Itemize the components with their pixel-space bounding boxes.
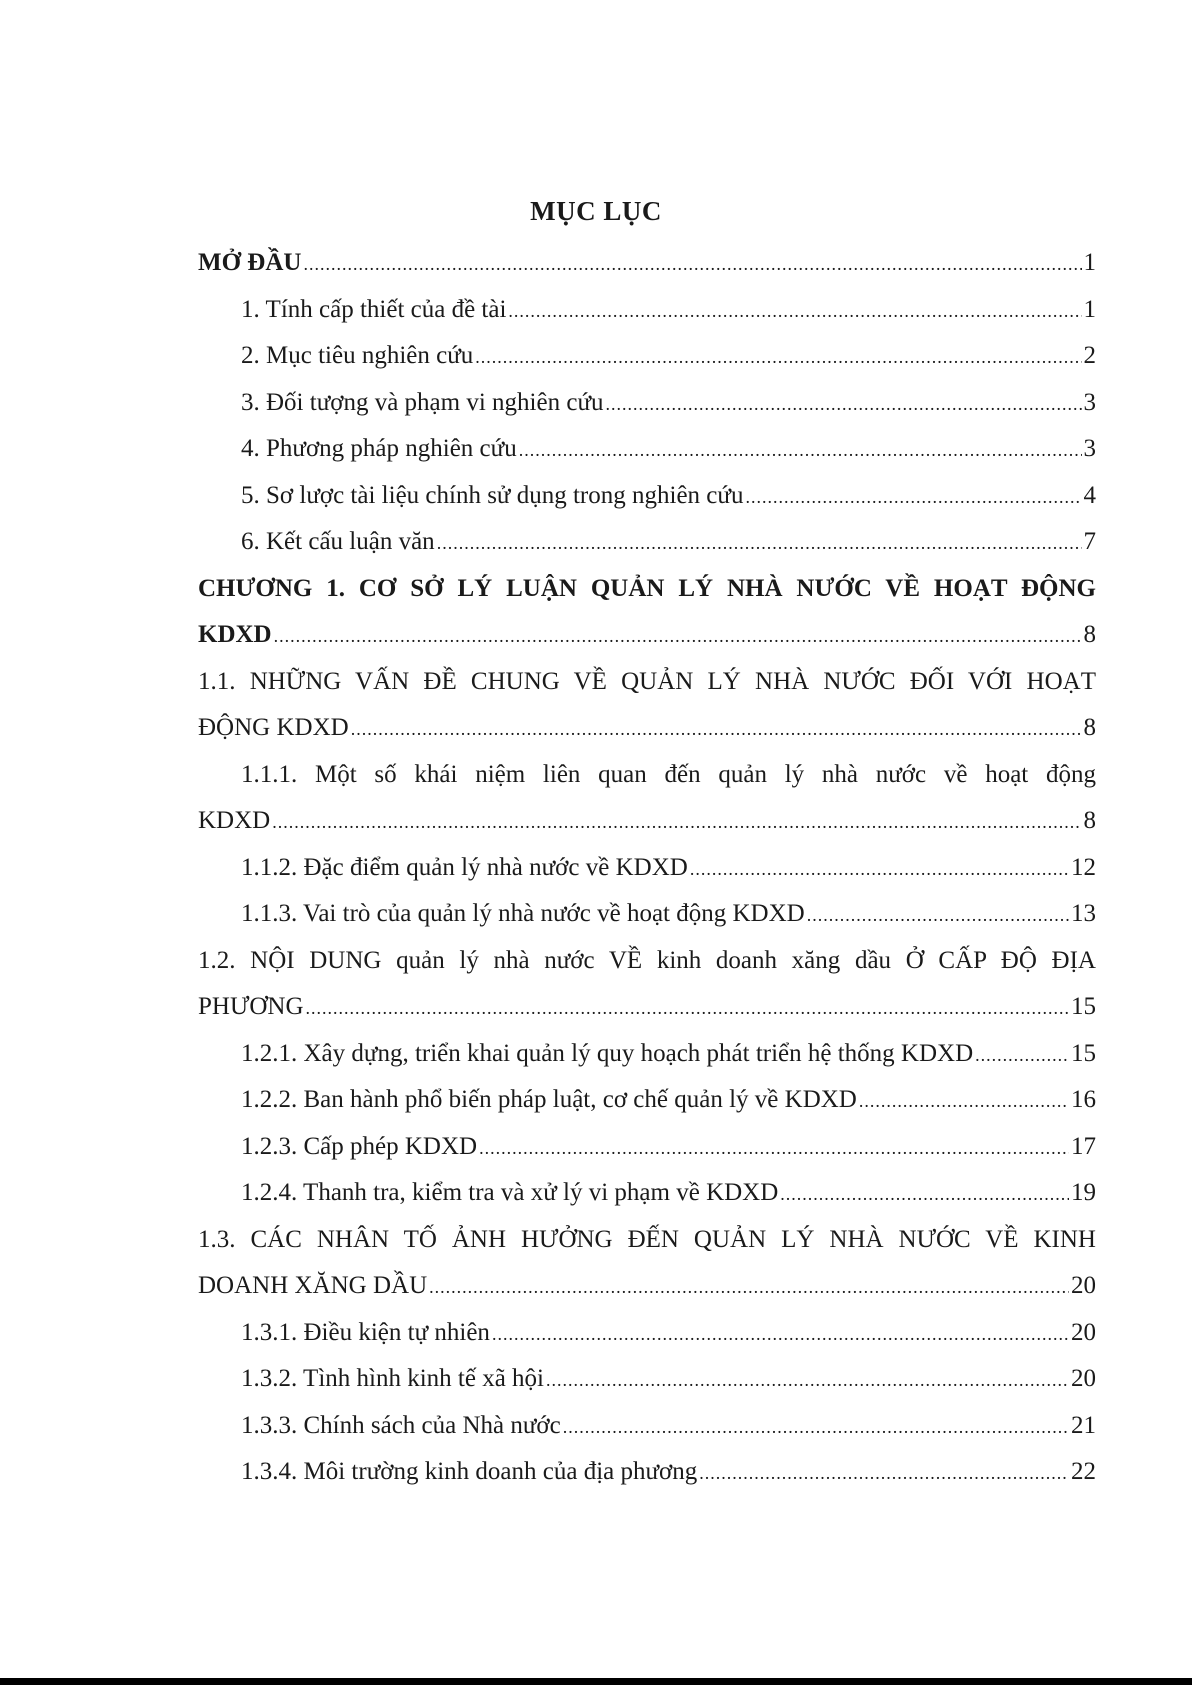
dot-leader <box>699 1449 1069 1497</box>
toc-entry-page: 17 <box>1071 1132 1096 1160</box>
toc-entry-2[interactable] <box>198 333 1096 380</box>
toc-entry-1-3-line2[interactable] <box>198 1263 1096 1310</box>
dot-leader <box>807 891 1069 939</box>
toc-entry-1-1-1-line2[interactable] <box>198 798 1096 845</box>
toc-entry-page: 13 <box>1071 900 1096 927</box>
toc-entry-chuong-1-line1[interactable]: CHƯƠNG 1. CƠ SỞ LÝ LUẬN QUẢN LÝ NHÀ NƯỚC VỀ HOẠT ĐỘNG <box>198 574 1096 602</box>
toc-entry-label: 1.3.2. Tình hình kinh tế xã hội <box>241 1365 544 1392</box>
toc-entry-1-3-1[interactable] <box>198 1310 1096 1357</box>
toc-entry-1-2-line2[interactable] <box>198 984 1096 1031</box>
toc-entry-1-2-2[interactable] <box>198 1077 1096 1124</box>
toc-entry-page: 16 <box>1071 1086 1096 1113</box>
toc-entry-label: 1. Tính cấp thiết của đề tài <box>241 295 507 323</box>
toc-entry-mo-dau[interactable] <box>198 240 1096 287</box>
toc-entry-6[interactable] <box>198 519 1096 566</box>
toc-entry-page: 19 <box>1071 1179 1096 1206</box>
dot-leader <box>975 1031 1069 1079</box>
toc-entry-label: 1.1.3. Vai trò của quản lý nhà nước về hoạt động KDXD <box>241 900 805 927</box>
toc-entry-page: 3 <box>1083 435 1096 462</box>
toc-entry-page: 22 <box>1071 1458 1096 1485</box>
toc-entry-1-1-3[interactable] <box>198 891 1096 938</box>
toc-entry-label: MỞ ĐẦU <box>198 249 302 276</box>
toc-entry-label: 1.3.1. Điều kiện tự nhiên <box>241 1318 490 1346</box>
dot-leader <box>745 473 1081 521</box>
toc-entry-page: 1 <box>1083 249 1096 276</box>
toc-entry-1-2-line1[interactable]: 1.2. NỘI DUNG quản lý nhà nước VỀ kinh doanh xăng dầu Ở CẤP ĐỘ ĐỊA <box>198 946 1096 974</box>
toc-entry-label: 1.2.1. Xây dựng, triển khai quản lý quy hoạch phát triển hệ thống KDXD <box>241 1039 974 1067</box>
toc-entry-1-3-3[interactable] <box>198 1403 1096 1450</box>
toc-entry-label: 1.3.3. Chính sách của Nhà nước <box>241 1411 561 1439</box>
toc-entry-label: ĐỘNG KDXD <box>198 714 349 741</box>
toc-entry-1-2-1[interactable] <box>198 1031 1096 1078</box>
dot-leader <box>437 519 1082 567</box>
toc-entry-chuong-1-line2[interactable] <box>198 612 1096 659</box>
dot-leader <box>563 1403 1069 1451</box>
toc-entry-5[interactable] <box>198 473 1096 520</box>
toc-entry-page: 2 <box>1083 342 1096 369</box>
toc-entry-1-1-line1[interactable]: 1.1. NHỮNG VẤN ĐỀ CHUNG VỀ QUẢN LÝ NHÀ NƯỚC ĐỐI VỚI HOẠT <box>198 667 1096 695</box>
dot-leader <box>546 1356 1069 1404</box>
dot-leader <box>606 380 1082 428</box>
dot-leader <box>306 984 1069 1032</box>
toc-entry-page: 15 <box>1071 1039 1096 1067</box>
toc-entry-label: KDXD <box>198 621 272 648</box>
toc-entry-label: 2. Mục tiêu nghiên cứu <box>241 342 474 369</box>
toc-entry-label: 1.2.2. Ban hành phổ biến pháp luật, cơ chế quản lý về KDXD <box>241 1086 857 1113</box>
toc-entry-1-2-4[interactable] <box>198 1170 1096 1217</box>
toc-entry-1[interactable] <box>198 287 1096 334</box>
toc-entry-label: 1.2.4. Thanh tra, kiểm tra và xử lý vi phạm về KDXD <box>241 1179 779 1206</box>
dot-leader <box>780 1170 1069 1218</box>
toc-entry-3[interactable] <box>198 380 1096 427</box>
toc-entry-label: PHƯƠNG <box>198 993 304 1020</box>
dot-leader <box>274 612 1082 660</box>
dot-leader <box>859 1077 1069 1125</box>
dot-leader <box>479 1124 1069 1172</box>
toc-entry-page: 7 <box>1083 528 1096 555</box>
dot-leader <box>508 287 1081 335</box>
toc-entry-label: 1.3.4. Môi trường kinh doanh của địa phương <box>241 1458 698 1485</box>
dot-leader <box>492 1310 1069 1358</box>
toc-entry-page: 8 <box>1083 714 1096 741</box>
toc-entry-page: 3 <box>1083 388 1096 416</box>
toc-entry-1-1-2[interactable] <box>198 845 1096 892</box>
dot-leader <box>519 426 1082 474</box>
toc-entry-page: 4 <box>1083 481 1096 509</box>
toc-entry-page: 20 <box>1071 1318 1096 1346</box>
toc-entry-label: 1.1.2. Đặc điểm quản lý nhà nước về KDXD <box>241 853 688 881</box>
toc-entry-page: 12 <box>1071 853 1096 881</box>
toc-entry-page: 15 <box>1071 993 1096 1020</box>
table-of-contents <box>198 240 1096 1496</box>
dot-leader <box>690 845 1069 893</box>
dot-leader <box>475 333 1081 381</box>
dot-leader <box>272 798 1081 846</box>
toc-entry-4[interactable] <box>198 426 1096 473</box>
toc-entry-page: 8 <box>1083 807 1096 834</box>
toc-entry-1-2-3[interactable] <box>198 1124 1096 1171</box>
toc-entry-label: DOANH XĂNG DẦU <box>198 1272 428 1299</box>
dot-leader <box>303 240 1081 288</box>
toc-entry-label: 5. Sơ lược tài liệu chính sử dụng trong nghiên cứu <box>241 481 744 509</box>
dot-leader <box>351 705 1082 753</box>
toc-title: MỤC LỤC <box>530 196 662 226</box>
toc-entry-page: 8 <box>1083 621 1096 648</box>
toc-entry-1-3-2[interactable] <box>198 1356 1096 1403</box>
toc-entry-1-3-line1[interactable]: 1.3. CÁC NHÂN TỐ ẢNH HƯỞNG ĐẾN QUẢN LÝ NHÀ NƯỚC VỀ KINH <box>198 1225 1096 1253</box>
toc-entry-page: 20 <box>1071 1365 1096 1392</box>
toc-entry-label: 6. Kết cấu luận văn <box>241 528 435 555</box>
toc-entry-page: 20 <box>1071 1272 1096 1299</box>
toc-entry-page: 1 <box>1083 295 1096 323</box>
toc-entry-page: 21 <box>1071 1411 1096 1439</box>
toc-entry-1-3-4[interactable] <box>198 1449 1096 1496</box>
toc-entry-label: 1.2.3. Cấp phép KDXD <box>241 1132 478 1160</box>
page-bottom-edge <box>0 1678 1192 1685</box>
toc-entry-label: 3. Đối tượng và phạm vi nghiên cứu <box>241 388 604 416</box>
toc-entry-1-1-1-line1[interactable]: 1.1.1. Một số khái niệm liên quan đến quản lý nhà nước về hoạt động <box>241 760 1096 788</box>
toc-entry-label: 4. Phương pháp nghiên cứu <box>241 435 517 462</box>
toc-entry-label: KDXD <box>198 807 271 834</box>
dot-leader <box>429 1263 1069 1311</box>
toc-entry-1-1-line2[interactable] <box>198 705 1096 752</box>
